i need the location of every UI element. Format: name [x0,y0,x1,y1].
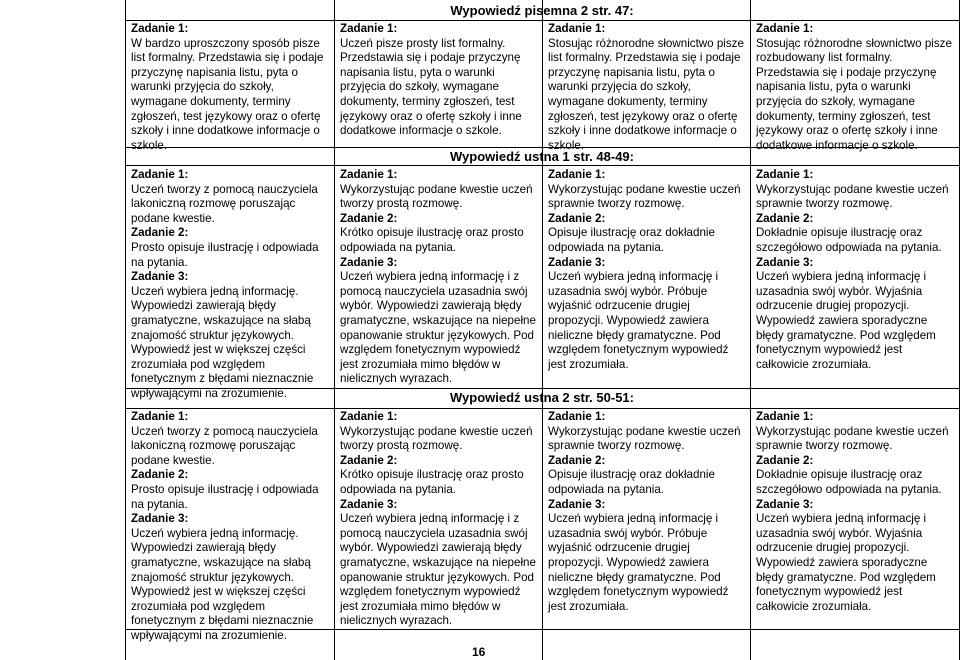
task-description: Uczeń wybiera jedną informację i uzasadnia swój wybór. Wyjaśnia odrzucenie drugiej propozycji. Wypowiedź zawiera sporadyczne błędy gramatyczne. Pod względem fonetycznym wypowiedź jest całkowicie zrozumiała. [756,270,936,371]
task-description: Stosując różnorodne słownictwo pisze rozbudowany list formalny. Przedstawia się i podaje przyczynę napisania listu, pyta o warunki przyjęcia do szkoły, wymagane dokumenty, terminy zgłoszeń, test językowy oraz o ofertę szkoły i inne dodatkowe informacje o szkole. [756,36,952,152]
row-rule [125,20,960,21]
task-heading: Zadanie 3: [340,255,398,269]
task-heading: Zadanie 1: [756,22,814,35]
grading-cell [340,168,540,386]
section-heading: Wypowiedź ustna 1 str. 48-49: [450,149,634,164]
task-heading: Zadanie 1: [340,168,398,181]
task-description: Wykorzystując podane kwestie uczeń sprawnie tworzy rozmowę. [548,424,741,453]
grading-cell [756,168,956,386]
grading-cell [548,410,748,628]
grading-cell [756,410,956,628]
column-rule [334,0,335,660]
task-heading: Zadanie 1: [756,410,814,423]
task-description: Stosując różnorodne słownictwo pisze list formalny. Przedstawia się i podaje przyczynę napisania listu, pyta o warunki przyjęcia do szkoły, wymagane dokumenty, terminy zgłoszeń, test językowy oraz o ofertę szkoły i inne dodatkowe informacje o szkole. [548,36,744,152]
task-description: Uczeń wybiera jedną informację i z pomocą nauczyciela uzasadnia swój wybór. Wypowiedzi zawierają błędy gramatyczne, wskazujące na niepełne opanowanie struktur językowych. Pod względem fonetycznym wypowiedź jest zrozumiała mimo błędów w nielicznych wyrazach. [340,270,536,386]
section-heading: Wypowiedź pisemna 2 str. 47: [450,3,634,18]
task-heading: Zadanie 1: [548,22,606,35]
task-description: Uczeń wybiera jedną informację i z pomocą nauczyciela uzasadnia swój wybór. Wypowiedzi zawierają błędy gramatyczne, wskazujące na niepełne opanowanie struktur językowych. Pod względem fonetycznym wypowiedź jest zrozumiała mimo błędów w nielicznych wyrazach. [340,512,536,628]
grading-cell [548,168,748,386]
task-heading: Zadanie 2: [131,226,189,240]
task-description: Prosto opisuje ilustrację i odpowiada na pytania. [131,482,319,511]
task-heading: Zadanie 2: [756,453,814,467]
task-description: Dokładnie opisuje ilustrację oraz szczegółowo odpowiada na pytania. [756,468,942,496]
task-heading: Zadanie 1: [131,22,189,35]
section-heading: Wypowiedź ustna 2 str. 50-51: [450,390,634,405]
task-heading: Zadanie 3: [548,255,606,269]
task-heading: Zadanie 3: [756,497,814,511]
task-heading: Zadanie 1: [131,168,189,181]
task-description: Uczeń wybiera jedną informację. Wypowiedzi zawierają błędy gramatyczne, wskazujące na słabą znajomość struktur językowych. Wypowiedź jest w większej części zrozumiała pod względem fonetycznym z błędami nieznacznie wpływającymi na zrozumienie. [131,526,314,642]
task-heading: Zadanie 2: [340,453,398,467]
task-description: W bardzo uproszczony sposób pisze list formalny. Przedstawia się i podaje przyczynę napisania listu, pyta o warunki przyjęcia do szkoły, wymagane dokumenty, terminy zgłoszeń, test językowy oraz o ofertę szkoły i inne dodatkowe informacje o szkole. [131,36,324,152]
task-heading: Zadanie 1: [756,168,814,181]
row-rule [125,165,960,166]
column-rule [750,0,751,660]
grading-cell [131,410,331,642]
task-description: Krótko opisuje ilustrację oraz prosto odpowiada na pytania. [340,226,524,254]
row-rule [125,408,960,409]
task-heading: Zadanie 3: [131,270,189,284]
task-description: Uczeń wybiera jedną informację i uzasadnia swój wybór. Próbuje wyjaśnić odrzucenie drugiej propozycji. Wypowiedź zawiera nieliczne błędy gramatyczne. Pod względem fonetycznym wypowiedź jest zrozumiała. [548,512,729,613]
task-description: Opisuje ilustrację oraz dokładnie odpowiada na pytania. [548,468,715,496]
task-heading: Zadanie 3: [548,497,606,511]
task-description: Uczeń wybiera jedną informację i uzasadnia swój wybór. Próbuje wyjaśnić odrzucenie drugiej propozycji. Wypowiedź zawiera nieliczne błędy gramatyczne. Pod względem fonetycznym wypowiedź jest zrozumiała. [548,270,729,371]
task-description: Wykorzystując podane kwestie uczeń sprawnie tworzy rozmowę. [756,424,949,453]
grading-cell [756,22,956,152]
task-description: Uczeń tworzy z pomocą nauczyciela lakoniczną rozmowę poruszając podane kwestie. [131,424,318,467]
task-heading: Zadanie 2: [548,453,606,467]
grading-cell [131,168,331,400]
task-description: Uczeń tworzy z pomocą nauczyciela lakoniczną rozmowę poruszając podane kwestie. [131,182,318,225]
task-description: Prosto opisuje ilustrację i odpowiada na pytania. [131,240,319,269]
task-heading: Zadanie 1: [131,410,189,423]
task-description: Dokładnie opisuje ilustrację oraz szczegółowo odpowiada na pytania. [756,226,942,254]
task-heading: Zadanie 1: [340,410,398,423]
grading-cell [131,22,331,152]
task-description: Wykorzystując podane kwestie uczeń tworzy prostą rozmowę. [340,182,533,211]
task-description: Opisuje ilustrację oraz dokładnie odpowiada na pytania. [548,226,715,254]
task-heading: Zadanie 1: [548,168,606,181]
task-description: Uczeń wybiera jedną informację i uzasadnia swój wybór. Wyjaśnia odrzucenie drugiej propozycji. Wypowiedź zawiera sporadyczne błędy gramatyczne. Pod względem fonetycznym wypowiedź jest całkowicie zrozumiała. [756,512,936,613]
task-heading: Zadanie 2: [756,211,814,225]
task-heading: Zadanie 3: [756,255,814,269]
task-description: Wykorzystując podane kwestie uczeń sprawnie tworzy rozmowę. [756,182,949,211]
task-description: Wykorzystując podane kwestie uczeń tworzy prostą rozmowę. [340,424,533,453]
column-rule [125,0,126,660]
task-heading: Zadanie 2: [340,211,398,225]
page-number: 16 [472,645,486,659]
grading-cell [340,22,540,146]
task-heading: Zadanie 1: [548,410,606,423]
task-description: Krótko opisuje ilustrację oraz prosto odpowiada na pytania. [340,468,524,496]
task-description: Uczeń pisze prosty list formalny. Przedstawia się i podaje przyczynę napisania listu, pyta o warunki przyjęcia do szkoły, wymagane dokumenty, terminy zgłoszeń, test językowy oraz o ofertę szkoły i inne dodatkowe informacje o szkole. [340,36,522,138]
task-heading: Zadanie 2: [131,468,189,482]
task-heading: Zadanie 3: [131,512,189,526]
grading-cell [340,410,540,628]
task-description: Uczeń wybiera jedną informację. Wypowiedzi zawierają błędy gramatyczne, wskazujące na słabą znajomość struktur językowych. Wypowiedź jest w większej części zrozumiała pod względem fonetycznym z błędami nieznacznie wpływającymi na zrozumienie. [131,284,314,400]
task-heading: Zadanie 2: [548,211,606,225]
task-heading: Zadanie 1: [340,22,398,35]
grading-cell [548,22,748,152]
task-description: Wykorzystując podane kwestie uczeń sprawnie tworzy rozmowę. [548,182,741,211]
task-heading: Zadanie 3: [340,497,398,511]
column-rule [542,0,543,660]
